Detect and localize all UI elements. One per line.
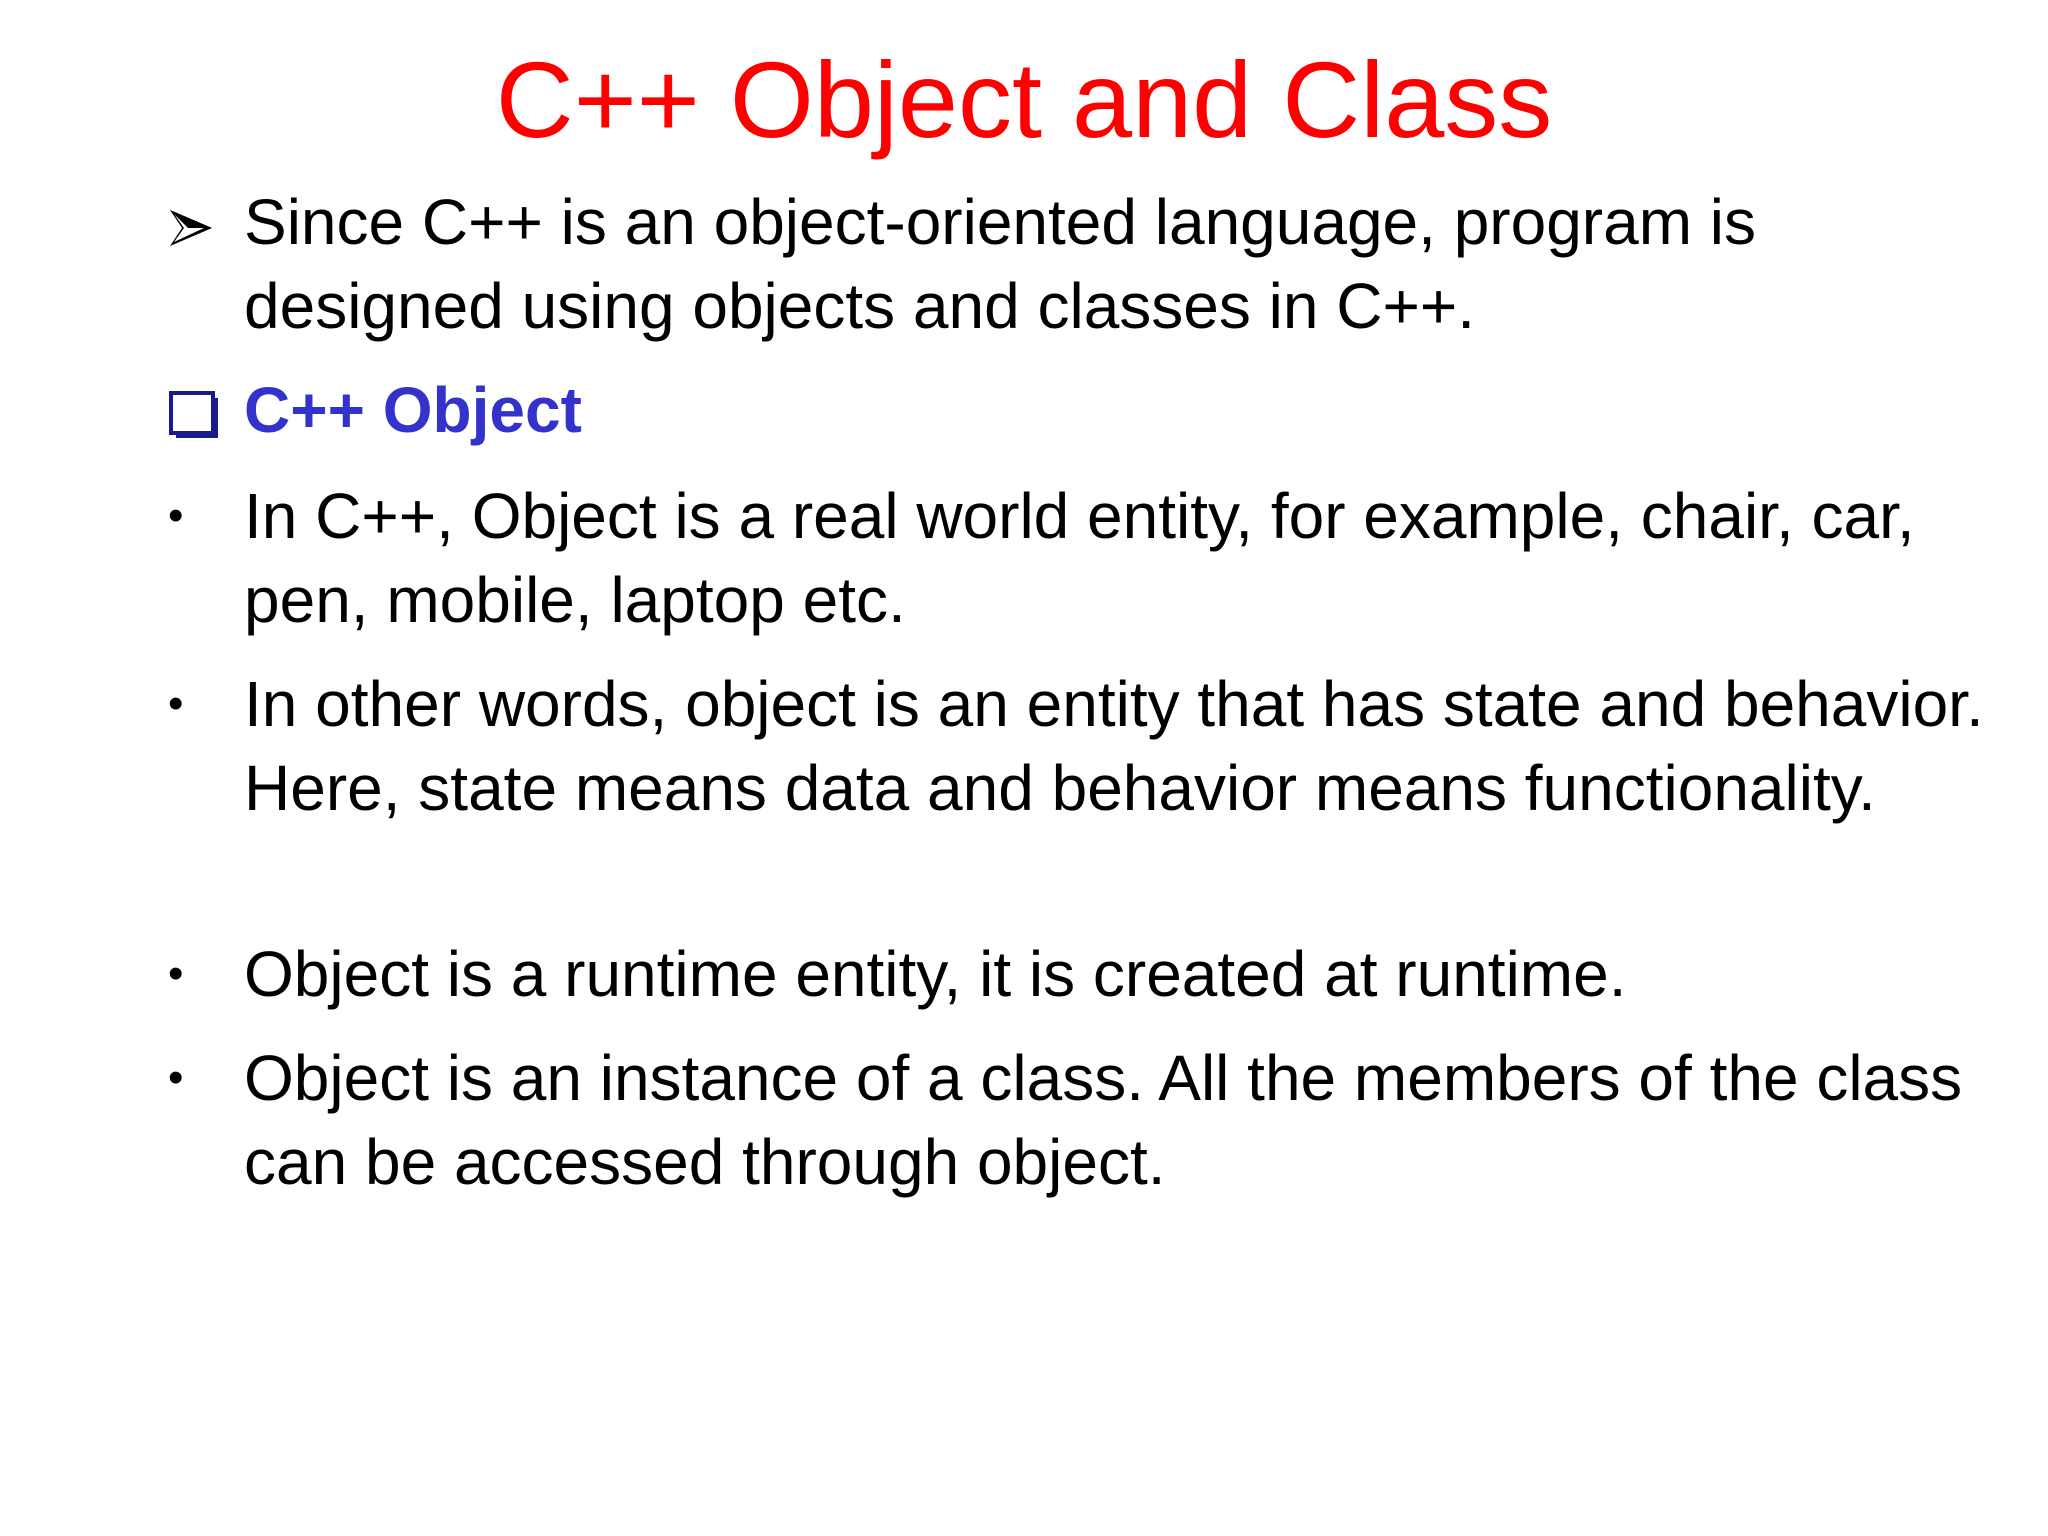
- dot-bullet-icon: •: [168, 949, 184, 998]
- slide-title: C++ Object and Class: [495, 39, 1553, 160]
- dot-bullet-icon: •: [168, 1053, 184, 1102]
- point-text: Object is an instance of a class. All the members of the class can be accessed through object.: [244, 1042, 1963, 1198]
- section-heading: C++ Object: [244, 374, 582, 446]
- intro-text: Since C++ is an object-oriented language, program is designed using objects and classes in C++.: [244, 186, 1756, 342]
- checkbox-square-icon: [168, 390, 222, 440]
- arrow-bullet-icon: [168, 208, 214, 248]
- dot-bullet-icon: •: [168, 491, 184, 540]
- point-text: In C++, Object is a real world entity, for example, chair, car, pen, mobile, laptop etc.: [244, 480, 1915, 636]
- point-text: Object is a runtime entity, it is created at runtime.: [244, 938, 1627, 1010]
- point-text: In other words, object is an entity that has state and behavior. Here, state means data and behavior means functionality.: [244, 668, 1984, 824]
- dot-bullet-icon: •: [168, 679, 184, 728]
